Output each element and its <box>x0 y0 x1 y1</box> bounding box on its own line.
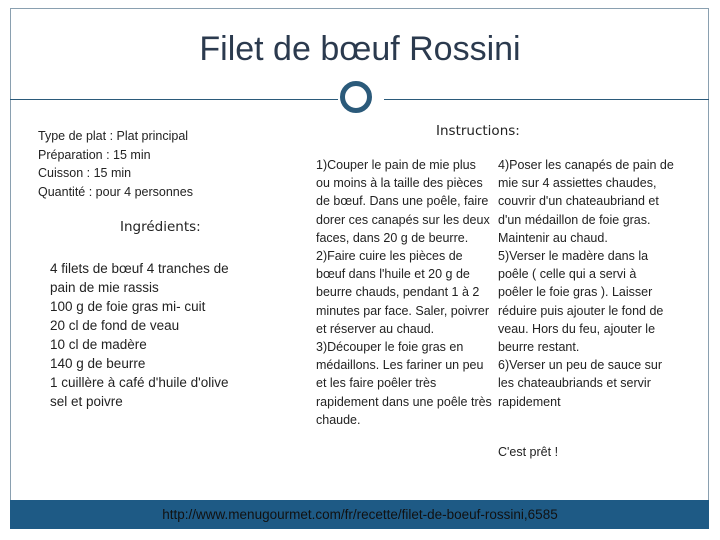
ingredient-item: 10 cl de madère <box>50 337 147 352</box>
meta-quantite: Quantité : pour 4 personnes <box>38 184 193 199</box>
meta-cuisson: Cuisson : 15 min <box>38 166 132 180</box>
divider-right <box>384 99 709 100</box>
meta-preparation: Préparation : 15 min <box>38 147 151 162</box>
instruction-step: 3)Découper le foie gras en médaillons. Les fariner un peu et les faire poêler très rapidement dans une poêle très chaude. <box>316 340 492 427</box>
done-text: C'est prêt ! <box>498 445 559 459</box>
ingredient-item: 1 cuillère à café d'huile d'olive <box>50 375 229 390</box>
instruction-step: 4)Poser les canapés de pain de mie sur 4 assiettes chaudes, couvrir d'un chateaubriand et d'un médaillon de foie gras. Maintenir au chaud. <box>498 158 674 245</box>
instruction-step: 1)Couper le pain de mie plus ou moins à la taille des pièces de bœuf. Dans une poêle, faire dorer ces canapés sur les deux faces, dans 20 g de beurre. <box>316 158 490 245</box>
recipe-meta <box>38 127 193 201</box>
instruction-step: 2)Faire cuire les pièces de bœuf dans l'huile et 20 g de beurre chauds, pendant 1 à 2 minutes par face. Saler, poivrer et réserver au chaud. <box>316 249 489 336</box>
ingredients-heading: Ingrédients: <box>120 219 201 235</box>
ingredient-item: 140 g de beurre <box>50 356 146 371</box>
ingredient-item: sel et poivre <box>50 394 123 409</box>
ingredient-item: 20 cl de fond de veau <box>50 318 180 333</box>
divider-left <box>10 99 338 100</box>
instructions-column-1 <box>316 156 492 429</box>
instructions-column-2 <box>498 156 674 411</box>
instruction-step: 6)Verser un peu de sauce sur les chateaubriands et servir rapidement <box>498 358 662 409</box>
circle-ornament-icon <box>340 81 372 113</box>
ingredient-item: 4 filets de bœuf 4 tranches de pain de mie rassis <box>50 261 229 295</box>
ingredients-list <box>50 259 255 411</box>
page-title: Filet de bœuf Rossini <box>199 30 521 68</box>
meta-type: Type de plat : Plat principal <box>38 129 189 143</box>
instruction-step: 5)Verser le madère dans la poêle ( celle qui a servi à poêler le foie gras ). Laisser réduire puis ajouter le fond de veau. Hors du feu, ajouter le beurre restant. <box>498 249 664 355</box>
ingredient-item: 100 g de foie gras mi- cuit <box>50 299 206 314</box>
instructions-heading: Instructions: <box>436 123 520 139</box>
source-link[interactable]: http://www.menugourmet.com/fr/recette/filet-de-boeuf-rossini,6585 <box>162 507 558 522</box>
